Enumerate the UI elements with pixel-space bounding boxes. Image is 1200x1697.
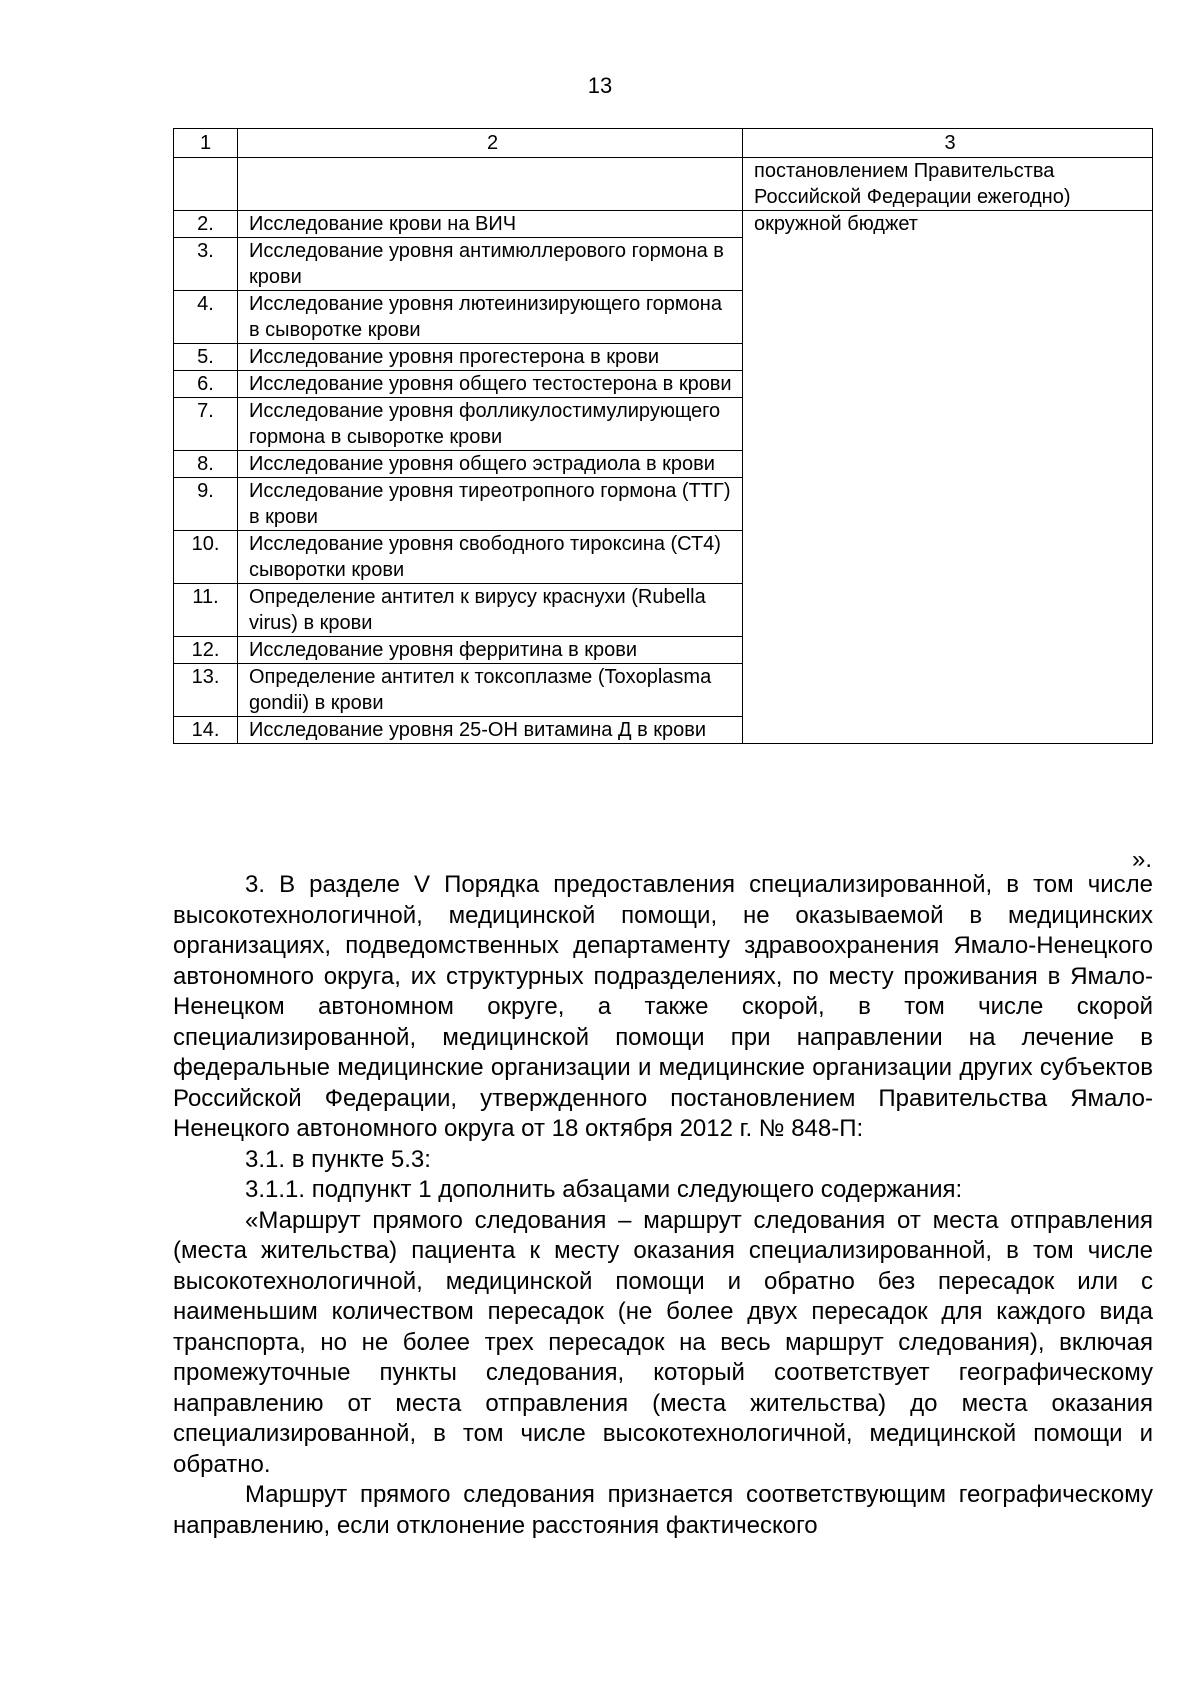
service-name: Определение антител к токсоплазме (Toxoplasma gondii) в крови <box>238 664 743 717</box>
header-col-3: 3 <box>743 129 1153 158</box>
header-col-1: 1 <box>174 129 238 158</box>
paragraph-section-3: 3. В разделе V Порядка предоставления специализированной, в том числе высокотехнологичной, медицинской помощи, не оказываемой в медицинских организациях, подведомственных департаменту здравоохранения Ямало-Ненецкого автономного округа, их структурных подразделениях, по месту проживания в Ямало-Ненецком автономном округе, а также скорой, в том числе скорой специализированной, медицинской помощи при направлении на лечение в федеральные медицинские организации и медицинские организации других субъектов Российской Федерации, утвержденного постановлением Правительства Ямало-Ненецкого автономного округа от 18 октября 2012 г. № 848-П: <box>173 871 1153 1142</box>
service-name: Исследование уровня фолликулостимулирующего гормона в сыворотке крови <box>238 398 743 451</box>
service-name: Определение антител к вирусу краснухи (Rubella virus) в крови <box>238 584 743 637</box>
service-name: Исследование уровня общего эстрадиола в крови <box>238 451 743 478</box>
continuation-text: постановлением Правительства Российской Федерации ежегодно) <box>743 158 1153 211</box>
service-name: Исследование уровня антимюллерового гормона в крови <box>238 238 743 291</box>
service-name: Исследование уровня тиреотропного гормона (ТТГ) в крови <box>238 478 743 531</box>
service-name: Исследование уровня общего тестостерона в крови <box>238 371 743 398</box>
services-table <box>173 128 1153 744</box>
service-name: Исследование уровня прогестерона в крови <box>238 344 743 371</box>
body-text <box>173 870 1153 1541</box>
table-continuation-row <box>174 158 1153 211</box>
service-name: Исследование уровня ферритина в крови <box>238 637 743 664</box>
row-number: 7. <box>174 398 238 451</box>
closing-quote: ». <box>1131 846 1152 873</box>
header-col-2: 2 <box>238 129 743 158</box>
service-name: Исследование крови на ВИЧ <box>238 211 743 238</box>
row-number: 4. <box>174 291 238 344</box>
row-number: 3. <box>174 238 238 291</box>
row-number: 12. <box>174 637 238 664</box>
service-name: Исследование уровня лютеинизирующего гормона в сыворотке крови <box>238 291 743 344</box>
funding-source: окружной бюджет <box>743 211 1153 744</box>
row-number: 8. <box>174 451 238 478</box>
paragraph-3-1: 3.1. в пункте 5.3: <box>245 1145 431 1173</box>
paragraph-3-1-1: 3.1.1. подпункт 1 дополнить абзацами следующего содержания: <box>245 1176 963 1203</box>
table-row <box>174 211 1153 238</box>
row-number: 10. <box>174 531 238 584</box>
row-number: 5. <box>174 344 238 371</box>
table-header-row <box>174 129 1153 158</box>
row-number: 9. <box>174 478 238 531</box>
row-number: 6. <box>174 371 238 398</box>
row-number: 2. <box>174 211 238 238</box>
row-number: 13. <box>174 664 238 717</box>
paragraph-route-definition: «Маршрут прямого следования – маршрут следования от места отправления (места жительства) пациента к месту оказания специализированной, в том числе высокотехнологичной, медицинской помощи и обратно без пересадок или с наименьшим количеством пересадок (не более двух пересадок для каждого вида транспорта, но не более трех пересадок на весь маршрут следования), включая промежуточные пункты следования, который соответствует географическому направлению от места отправления (места жительства) до места оказания специализированной, в том числе высокотехнологичной, медицинской помощи и обратно. <box>173 1206 1153 1478</box>
service-name: Исследование уровня 25-ОН витамина Д в крови <box>238 717 743 744</box>
paragraph-route-direction: Маршрут прямого следования признается соответствующим географическому направлению, если отклонение расстояния фактического <box>173 1481 1153 1539</box>
row-number: 11. <box>174 584 238 637</box>
row-number: 14. <box>174 717 238 744</box>
page-number: 13 <box>587 73 613 98</box>
service-name: Исследование уровня свободного тироксина (СТ4) сыворотки крови <box>238 531 743 584</box>
